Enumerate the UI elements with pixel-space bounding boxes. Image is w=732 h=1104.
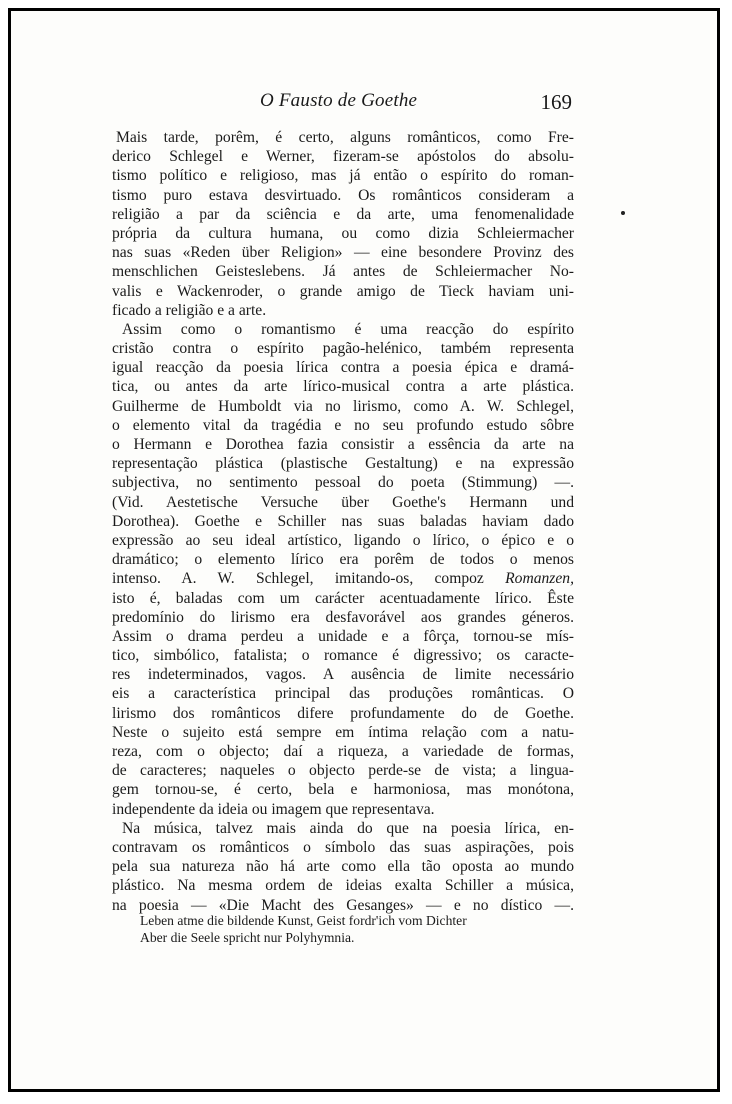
text-line: religião a par da sciência e da arte, uma fenomenalidade — [112, 205, 574, 223]
text-line: valis e Wackenroder, o grande amigo de Tieck haviam uni- — [112, 282, 574, 300]
text-line: Assim como o romantismo é uma reacção do espírito — [122, 320, 574, 338]
italic-term: Romanzen, — [505, 570, 574, 588]
text-line: isto é, baladas com um carácter acentuadamente lírico. Êste — [112, 589, 574, 607]
text-line: Neste o sujeito está sempre em íntima relação com a natu- — [112, 723, 574, 741]
text-segment: intenso. A. W. Schlegel, imitando-os, compoz — [112, 570, 506, 588]
running-header — [112, 90, 572, 114]
text-line: res indeterminados, vagos. A ausência de limite necessário — [112, 666, 574, 684]
text-line: dramático; o elemento lírico era porêm de todos o menos — [112, 551, 574, 569]
text-line: própria da cultura humana, ou como dizia Schleiermacher — [112, 224, 574, 242]
text-line: nas suas «Reden über Religion» — eine besondere Provinz des — [112, 244, 574, 262]
text-line: Dorothea). Goethe e Schiller nas suas baladas haviam dado — [112, 512, 574, 530]
text-line: derico Schlegel e Werner, fizeram-se apóstolos do absolu- — [112, 148, 574, 166]
text-line: ficado a religião e a arte. — [112, 301, 267, 319]
text-line: predomínio do lirismo era desfavorável aos grandes géneros. — [112, 608, 574, 626]
text-line: menschlichen Geisteslebens. Já antes de Schleiermacher No- — [112, 263, 574, 281]
text-line: pela sua natureza não há arte como ella tão oposta ao mundo — [112, 858, 574, 876]
text-line: subjectiva, no sentimento pessoal do poeta (Stimmung) —. — [112, 474, 574, 492]
text-line: o elemento vital da tragédia e no seu profundo estudo sôbre — [112, 416, 574, 434]
text-line: Na música, talvez mais ainda do que na poesia lírica, en- — [122, 819, 574, 837]
text-line: tismo político e religioso, mas já então o espírito do roman- — [112, 167, 574, 185]
footnote-line: Aber die Seele spricht nur Polyhymnia. — [140, 930, 355, 945]
text-line — [112, 569, 574, 588]
page-number: 169 — [540, 90, 572, 114]
running-title: O Fausto de Goethe — [260, 90, 418, 111]
text-line: (Vid. Aestetische Versuche über Goethe's Hermann und — [112, 493, 574, 511]
text-line: Guilherme de Humboldt via no lirismo, como A. W. Schlegel, — [112, 397, 574, 415]
text-line: tismo puro estava desvirtuado. Os românticos consideram a — [112, 186, 574, 204]
text-line: tico, simbólico, fatalista; o romance é digressivo; os caracte- — [112, 647, 574, 665]
margin-mark — [621, 211, 625, 215]
text-line: reza, com o objecto; daí a riqueza, a variedade de formas, — [112, 743, 574, 760]
body-text — [112, 128, 574, 915]
text-line: contravam os românticos o símbolo das suas aspirações, pois — [112, 838, 574, 856]
text-line: eis a característica principal das produções românticas. O — [112, 685, 574, 703]
text-line: Assim o drama perdeu a unidade e a fôrça, tornou-se mís- — [112, 627, 574, 645]
text-line: representação plástica (plastische Gestaltung) e na expressão — [112, 455, 574, 473]
text-line: tica, ou antes da arte lírico-musical contra a arte plástica. — [112, 378, 574, 396]
text-line: na poesia — «Die Macht des Gesanges» — e no dístico —. — [112, 896, 574, 914]
footnote — [140, 912, 560, 946]
text-line: expressão ao seu ideal artístico, ligando o lírico, o épico e o — [112, 531, 574, 549]
text-line: o Hermann e Dorothea fazia consistir a essência da arte na — [112, 436, 574, 453]
text-line: cristão contra o espírito pagão-helénico, também representa — [112, 340, 574, 358]
footnote-line: Leben atme die bildende Kunst, Geist fordr'ich vom Dichter — [140, 913, 467, 928]
text-line: lirismo dos românticos difere profundamente do de Goethe. — [112, 704, 574, 722]
text-line: plástico. Na mesma ordem de ideias exalta Schiller a música, — [112, 877, 574, 895]
text-line: independente da ideia ou imagem que representava. — [112, 800, 435, 818]
text-line: de caracteres; naqueles o objecto perde-se de vista; a lingua- — [112, 762, 574, 780]
text-line: gem tornou-se, é certo, bela e harmoniosa, mas monótona, — [112, 781, 574, 799]
text-line: Mais tarde, porêm, é certo, alguns românticos, como Fre- — [116, 129, 574, 146]
text-line: igual reacção da poesia lírica contra a poesia épica e dramá- — [112, 359, 574, 377]
